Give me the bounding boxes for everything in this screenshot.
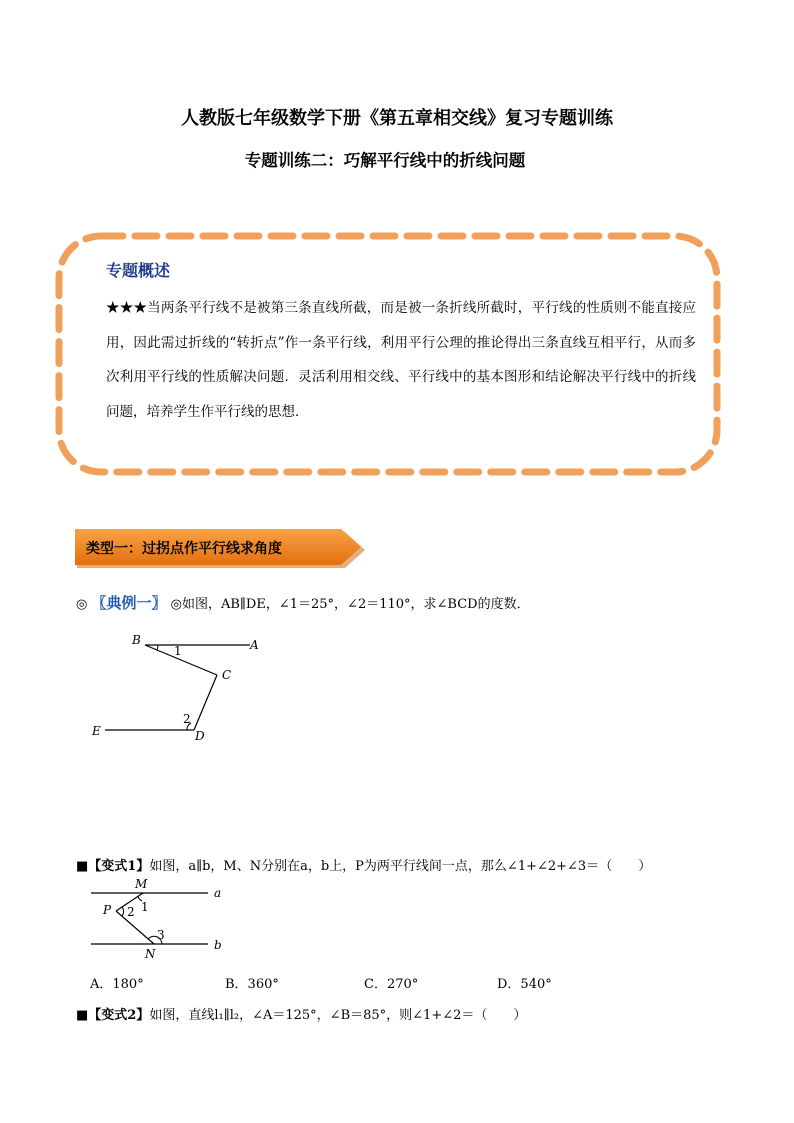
variant2-label: ■【变式2】 bbox=[76, 1008, 150, 1023]
page-title: 人教版七年级数学下册《第五章相交线》复习专题训练 bbox=[181, 108, 613, 129]
angle-1-label: 1 bbox=[174, 644, 182, 658]
angle-2-label: 2 bbox=[183, 712, 191, 726]
variant1-label: ■【变式1】 bbox=[76, 859, 150, 874]
type-banner-label: 类型一：过拐点作平行线求角度 bbox=[86, 541, 282, 557]
choice-a: A．180° bbox=[90, 977, 144, 992]
label-M: M bbox=[135, 877, 148, 891]
example1-question bbox=[76, 592, 530, 613]
label-b: b bbox=[214, 938, 222, 952]
page-subtitle: 专题训练二：巧解平行线中的折线问题 bbox=[244, 151, 526, 170]
overview-text: ★★★当两条平行线不是被第三条直线所截，而是被一条折线所截时，平行线的性质则不能直接应用，因此需过折线的“转折点”作一条平行线，利用平行公理的推论得出三条直线互相平行，从而多次利用平行线的性质解决问题．灵活利用相交线、平行线中的基本图形和结论解决平行线中的折线问题，培养学生作平行线的思想． bbox=[106, 300, 696, 420]
variant1-question bbox=[76, 855, 651, 874]
choice-b: B．360° bbox=[225, 977, 279, 992]
label-C: C bbox=[222, 668, 232, 682]
angle-3-label: 3 bbox=[157, 928, 165, 942]
label-E: E bbox=[92, 724, 101, 738]
overview-heading: 专题概述 bbox=[106, 261, 171, 280]
label-A: A bbox=[250, 638, 259, 652]
angle-2-label: 2 bbox=[127, 905, 135, 919]
label-P: P bbox=[103, 903, 112, 917]
label-N: N bbox=[145, 947, 156, 961]
choice-d: D．540° bbox=[497, 977, 552, 992]
label-a: a bbox=[214, 886, 222, 900]
variant1-figure bbox=[86, 873, 236, 965]
choice-c: C．270° bbox=[364, 977, 419, 992]
example1-figure bbox=[90, 628, 280, 746]
example-tag: 〖典例一〗 bbox=[91, 594, 167, 612]
variant1-text: 如图，a∥b，M、N分别在a，b上，P为两平行线间一点，那么∠1+∠2+∠3＝（ ） bbox=[149, 859, 652, 874]
example-bullet: ◎ bbox=[76, 597, 88, 612]
label-B: B bbox=[132, 633, 141, 647]
variant2-text: 如图，直线l₁∥l₂，∠A＝125°，∠B＝85°，则∠1+∠2＝（ ） bbox=[149, 1008, 527, 1023]
example-text: ◎如图，AB∥DE，∠1＝25°，∠2＝110°，求∠BCD的度数． bbox=[170, 597, 530, 612]
variant2-question bbox=[76, 1004, 526, 1023]
angle-1-label: 1 bbox=[141, 900, 149, 914]
label-D: D bbox=[195, 729, 205, 743]
